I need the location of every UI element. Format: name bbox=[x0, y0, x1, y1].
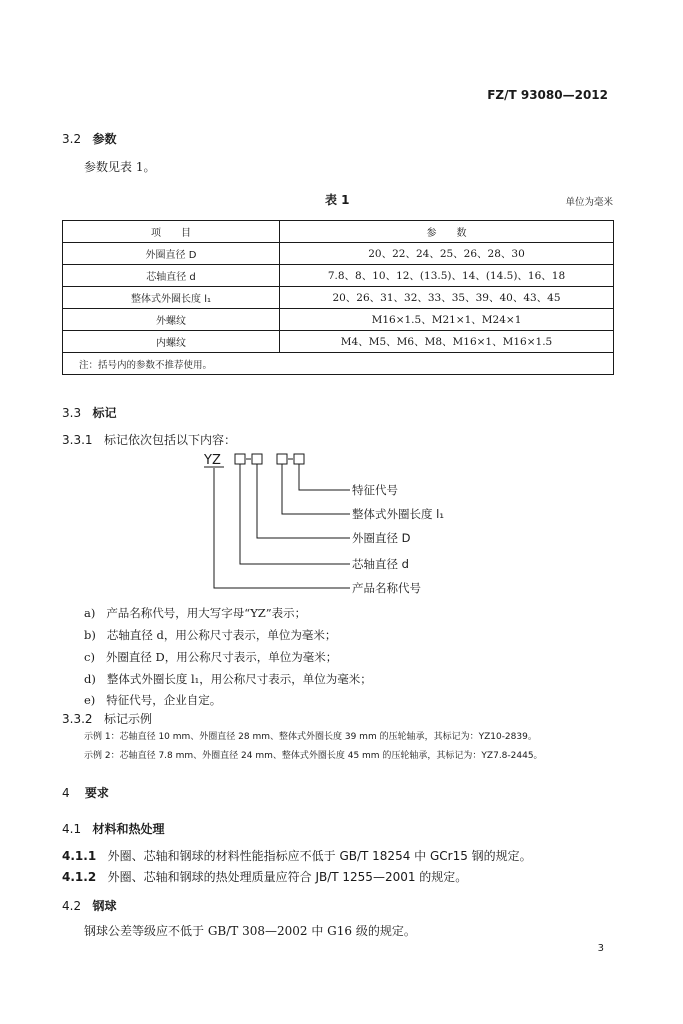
section-4-1-heading bbox=[62, 820, 165, 837]
list-marker: c) bbox=[84, 650, 95, 664]
section-4-2-heading bbox=[62, 897, 117, 914]
section-number: 4.1.2 bbox=[62, 870, 97, 884]
section-number: 3.2 bbox=[62, 132, 82, 146]
section-3-2-heading bbox=[62, 130, 117, 147]
parameter-table bbox=[62, 220, 614, 375]
table-cell: 整体式外圈长度 l₁ bbox=[63, 287, 280, 309]
marking-diagram bbox=[200, 448, 500, 608]
list-text: 产品名称代号，用大写字母“YZ”表示； bbox=[106, 606, 307, 620]
section-text: 标记依次包括以下内容： bbox=[104, 433, 237, 447]
section-title: 标记示例 bbox=[104, 712, 153, 726]
box-feature bbox=[294, 454, 304, 464]
label-outer-diameter: 外圈直径 D bbox=[352, 531, 411, 545]
table-header-cell: 项 目 bbox=[63, 221, 280, 243]
section-4-1-1 bbox=[62, 847, 532, 864]
document-number: FZ/T 93080—2012 bbox=[487, 88, 608, 102]
list-marker: d) bbox=[84, 672, 96, 686]
label-feature-code: 特征代号 bbox=[352, 483, 398, 497]
section-number: 4.1 bbox=[62, 822, 82, 836]
list-text: 特征代号，企业自定。 bbox=[106, 693, 222, 707]
table-row bbox=[63, 243, 614, 265]
table-row bbox=[63, 265, 614, 287]
box-d bbox=[235, 454, 245, 464]
section-3-3-1-heading bbox=[62, 431, 236, 448]
label-product-code: 产品名称代号 bbox=[352, 581, 421, 595]
marking-code: YZ bbox=[204, 453, 221, 468]
table-note-row bbox=[63, 353, 614, 375]
box-l1 bbox=[277, 454, 287, 464]
list-text: 外圈直径 D，用公称尺寸表示，单位为毫米； bbox=[105, 650, 338, 664]
section-title: 标记 bbox=[92, 406, 117, 420]
list-marker: e) bbox=[84, 693, 96, 707]
table-row bbox=[63, 331, 614, 353]
section-4-1-2 bbox=[62, 868, 467, 885]
table-row bbox=[63, 287, 614, 309]
list-item bbox=[84, 627, 336, 643]
section-3-3-2-heading bbox=[62, 710, 152, 727]
table-cell: 内螺纹 bbox=[63, 331, 280, 353]
table-cell: M16×1.5、M21×1、M24×1 bbox=[280, 309, 614, 331]
table-row bbox=[63, 309, 614, 331]
section-4-heading bbox=[62, 784, 109, 801]
section-title: 参数 bbox=[92, 132, 117, 146]
leader-lines bbox=[214, 464, 350, 588]
section-3-2-text: 参数见表 1。 bbox=[84, 160, 156, 174]
label-outer-length: 整体式外圈长度 l₁ bbox=[352, 507, 444, 521]
page-number: 3 bbox=[597, 943, 604, 954]
table-cell: 外圈直径 D bbox=[63, 243, 280, 265]
list-item bbox=[84, 692, 221, 708]
section-title: 钢球 bbox=[92, 899, 117, 913]
section-text: 外圈、芯轴和钢球的热处理质量应符合 JB/T 1255—2001 的规定。 bbox=[107, 870, 468, 884]
section-title: 材料和热处理 bbox=[92, 822, 165, 836]
table-cell: 芯轴直径 d bbox=[63, 265, 280, 287]
table-header-cell: 参 数 bbox=[280, 221, 614, 243]
section-text: 外圈、芯轴和钢球的材料性能指标应不低于 GB/T 18254 中 GCr15 钢的规定。 bbox=[107, 849, 532, 863]
table-header-row bbox=[63, 221, 614, 243]
table-note: 注：括号内的参数不推荐使用。 bbox=[63, 353, 614, 375]
example-2: 示例 2：芯轴直径 7.8 mm、外圈直径 24 mm、整体式外圈长度 45 mm 的压轮轴承，其标记为：YZ7.8-2445。 bbox=[84, 751, 543, 761]
section-4-2-text: 钢球公差等级应不低于 GB/T 308—2002 中 G16 级的规定。 bbox=[84, 924, 416, 938]
section-title: 要求 bbox=[84, 786, 109, 800]
table-cell: 20、26、31、32、33、35、39、40、43、45 bbox=[280, 287, 614, 309]
list-item bbox=[84, 671, 372, 687]
list-item bbox=[84, 649, 337, 665]
table-cell: 20、22、24、25、26、28、30 bbox=[280, 243, 614, 265]
section-number: 4 bbox=[62, 786, 70, 800]
label-shaft-diameter: 芯轴直径 d bbox=[352, 557, 409, 571]
section-number: 3.3.1 bbox=[62, 433, 93, 447]
list-marker: a) bbox=[84, 606, 96, 620]
list-text: 芯轴直径 d，用公称尺寸表示，单位为毫米； bbox=[106, 628, 337, 642]
table-cell: M4、M5、M6、M8、M16×1、M16×1.5 bbox=[280, 331, 614, 353]
example-1: 示例 1：芯轴直径 10 mm、外圈直径 28 mm、整体式外圈长度 39 mm 的压轮轴承，其标记为：YZ10-2839。 bbox=[84, 732, 537, 742]
box-D bbox=[252, 454, 262, 464]
list-marker: b) bbox=[84, 628, 96, 642]
table-cell: 外螺纹 bbox=[63, 309, 280, 331]
section-number: 4.1.1 bbox=[62, 849, 97, 863]
section-number: 3.3.2 bbox=[62, 712, 93, 726]
table-caption: 表 1 bbox=[325, 193, 350, 207]
table-cell: 7.8、8、10、12、(13.5)、14、(14.5)、16、18 bbox=[280, 265, 614, 287]
list-item bbox=[84, 605, 306, 621]
list-text: 整体式外圈长度 l₁，用公称尺寸表示，单位为毫米； bbox=[106, 672, 372, 686]
section-3-3-heading bbox=[62, 404, 117, 421]
section-number: 3.3 bbox=[62, 406, 82, 420]
table-unit: 单位为毫米 bbox=[565, 197, 613, 208]
section-number: 4.2 bbox=[62, 899, 82, 913]
